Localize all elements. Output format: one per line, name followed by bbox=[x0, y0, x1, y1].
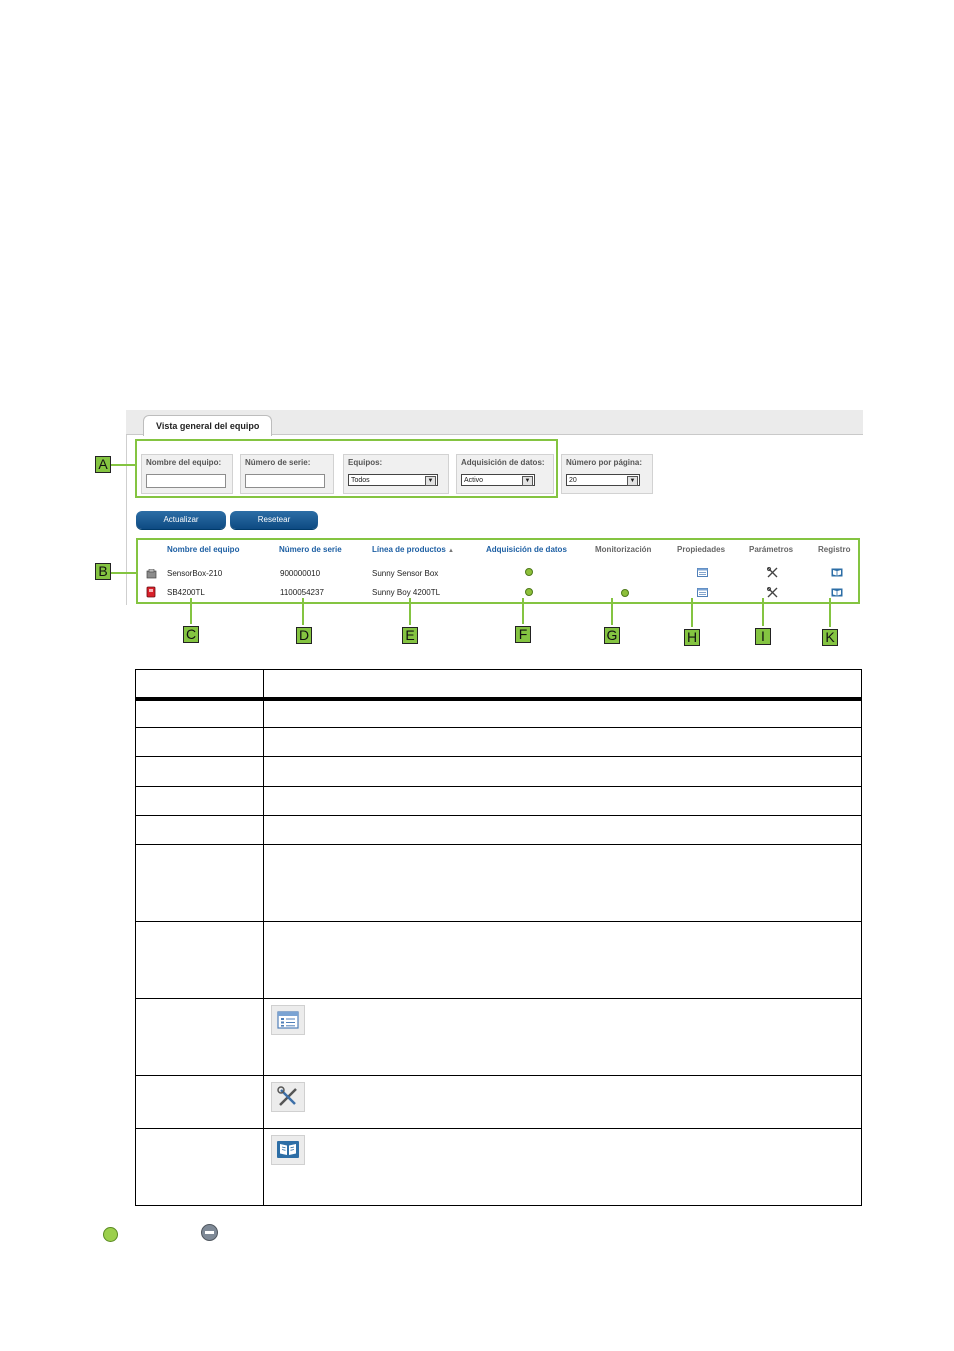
callout-k: K bbox=[822, 629, 838, 646]
legend-table bbox=[135, 669, 862, 1206]
log-icon bbox=[271, 1135, 305, 1165]
chevron-down-icon[interactable]: ▼ bbox=[425, 476, 436, 486]
callout-line-f bbox=[522, 598, 524, 624]
filter-data-acquisition-label: Adquisición de datos: bbox=[461, 458, 545, 467]
col-product-line-label: Línea de productos bbox=[372, 545, 446, 554]
update-button[interactable]: Actualizar bbox=[136, 511, 226, 529]
chevron-down-icon[interactable]: ▼ bbox=[522, 476, 533, 486]
callout-box-b bbox=[136, 538, 860, 604]
callout-g: G bbox=[604, 627, 620, 644]
callout-a: A bbox=[95, 456, 111, 473]
callout-c: C bbox=[183, 626, 199, 643]
callout-f: F bbox=[515, 626, 531, 643]
col-parameters: Parámetros bbox=[749, 545, 794, 554]
reset-button[interactable]: Resetear bbox=[230, 511, 318, 529]
per-page-select-value: 20 bbox=[569, 477, 577, 484]
col-properties: Propiedades bbox=[677, 545, 726, 554]
tab-bar bbox=[126, 410, 863, 435]
panel-border bbox=[126, 435, 127, 605]
devices-select-value: Todos bbox=[351, 477, 370, 484]
callout-line-k bbox=[829, 598, 831, 627]
col-monitoring: Monitorización bbox=[595, 545, 652, 554]
callout-line-e bbox=[409, 598, 411, 625]
product-line-cell: Sunny Sensor Box bbox=[372, 569, 439, 578]
properties-icon bbox=[271, 1005, 305, 1035]
data-acquisition-select-value: Activo bbox=[464, 477, 484, 484]
legend-row bbox=[136, 998, 862, 1075]
callout-box-a bbox=[135, 439, 558, 498]
callout-e: E bbox=[402, 627, 418, 644]
parameters-icon bbox=[271, 1082, 305, 1112]
status-green-icon bbox=[103, 1227, 118, 1242]
legend-row bbox=[136, 844, 862, 921]
legend-row bbox=[136, 727, 862, 756]
filter-serial-number-label: Número de serie: bbox=[245, 458, 311, 467]
legend-row bbox=[136, 1128, 862, 1205]
serial-number-cell: 1100054237 bbox=[280, 588, 324, 597]
callout-line-d bbox=[302, 598, 304, 625]
filter-per-page bbox=[561, 454, 653, 494]
sort-ascending-icon[interactable]: ▲ bbox=[448, 548, 454, 554]
col-data-acquisition[interactable]: Adquisición de datos bbox=[486, 545, 567, 554]
legend-row bbox=[136, 1075, 862, 1128]
chevron-down-icon[interactable]: ▼ bbox=[627, 476, 638, 486]
filter-device-name-label: Nombre del equipo: bbox=[146, 458, 222, 467]
legend-row bbox=[136, 815, 862, 844]
legend-row bbox=[136, 756, 862, 786]
callout-h: H bbox=[684, 629, 700, 646]
filter-per-page-label: Número por página: bbox=[566, 458, 643, 467]
callout-line-i bbox=[762, 598, 764, 626]
callout-line-a bbox=[110, 464, 136, 466]
col-serial-number[interactable]: Número de serie bbox=[279, 545, 342, 554]
col-device-name[interactable]: Nombre del equipo bbox=[167, 545, 240, 554]
device-name-cell[interactable]: SensorBox-210 bbox=[167, 569, 223, 578]
device-name-cell[interactable]: SB4200TL bbox=[167, 588, 205, 597]
legend-row bbox=[136, 786, 862, 815]
per-page-select[interactable] bbox=[566, 474, 640, 486]
legend-header-row bbox=[136, 670, 862, 700]
tab-device-overview[interactable]: Vista general del equipo bbox=[143, 415, 272, 436]
filter-devices-label: Equipos: bbox=[348, 458, 383, 467]
legend-row bbox=[136, 921, 862, 998]
callout-d: D bbox=[296, 627, 312, 644]
legend-row bbox=[136, 699, 862, 727]
callout-b: B bbox=[95, 563, 111, 580]
product-line-cell: Sunny Boy 4200TL bbox=[372, 588, 441, 597]
status-minus-icon bbox=[201, 1224, 218, 1241]
callout-i: I bbox=[755, 628, 771, 645]
callout-line-h bbox=[691, 598, 693, 627]
col-log: Registro bbox=[818, 545, 851, 554]
serial-number-cell: 900000010 bbox=[280, 569, 321, 578]
callout-line-c bbox=[190, 598, 192, 624]
callout-line-b bbox=[110, 572, 137, 574]
callout-line-g bbox=[611, 598, 613, 625]
